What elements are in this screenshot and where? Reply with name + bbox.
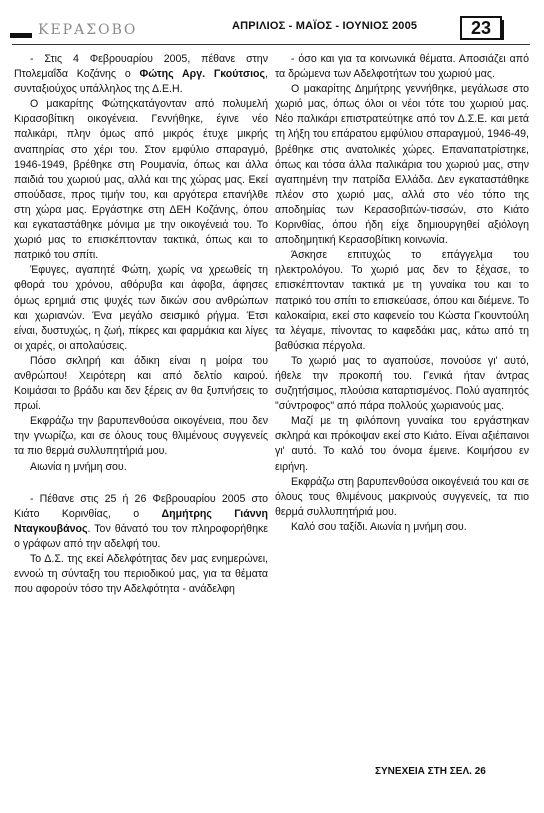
obituary-1-paragraph: Έφυγες, αγαπητέ Φώτη, χωρίς να χρεωθείς τη φθορά του χρόνου, αθόρυβα και άφοβα, άφησες όμως ερημιά στις ψυχές των δικών σου ανθρώπων και χωριανών. Ένα μεγάλο σεισμικό ρήγμα. Έτσι είναι, δυστυχώς, η ζωή, πίκρες και φαρμάκια και λίγες οι χαρές, οι απολαύσεις. — [14, 264, 268, 352]
right-column — [275, 52, 529, 535]
continued-note[interactable]: ΣΥΝΕΧΕΙΑ ΣΤΗ ΣΕΛ. 26 — [375, 766, 486, 777]
section-title: ΚΕΡΑΣΟΒΟ — [38, 22, 138, 38]
obituary-2-paragraph: Μαζί με τη φιλόπονη γυναίκα του εργάστηκαν σκληρά και πρόκοψαν εκεί στο Κιάτο. Είναι αξιέπαινοι γι' αυτό. Το καλό του όνομα έμεινε. Κοιμήσου εν ειρήνη. — [275, 415, 529, 473]
issue-date: ΑΠΡΙΛΙΟΣ - ΜΑΪΟΣ - ΙΟΥΝΙΟΣ 2005 — [232, 20, 418, 32]
obituary-2-paragraph: Το Δ.Σ. της εκεί Αδελφότητας δεν μας ενημερώνει, εννοώ τη σύνταξη του περιοδικού μας, για τα θέματα που αφορούν τόσο την Αδελφότητα - ανάδελφη — [14, 553, 268, 596]
left-column — [14, 52, 268, 597]
obituary-2-paragraph: Άσκησε επιτυχώς το επάγγελμα του ηλεκτρολόγου. Το χωριό μας δεν το ξέχασε, το επισκέπτονταν τακτικά με τη γυναίκα του και το πατρικό του σπίτι το επισκεύασε, όπου και διέμενε. Το καλοκαίρια, εκεί στο καφενείο του Κώστα Γκουντούλη τα λέγαμε, πίνοντας το καφεδάκι μας, κάτω από τη βαθύσκια πέργολα. — [275, 249, 529, 352]
obituary-2-paragraph: Εκφράζω στη βαρυπενθούσα οικογένειά του και σε όλους τους θλιμένους μακρινούς συγγενείς, τα πιο θερμά συλλυπητήριά μου. — [275, 475, 529, 518]
obituary-2-intro: - Πέθανε στις 25 ή 26 Φεβρουαρίου 2005 στο Κιάτο Κορινθίας, ο Δημήτρης Γιάννη Νταγκουβάνος. Τον θάνατό του τον πληροφορήθηκε ο γράφων από την αδελφή του. — [14, 492, 268, 550]
deceased-name-1: Φώτης Αργ. Γκούτσιος — [139, 68, 266, 81]
page-number-shadow — [500, 20, 504, 40]
obituary-1-paragraph: Εκφράζω την βαρυπενθούσα οικογένεια, που δεν την γνωρίζω, και σε όλους τους θλιμένους συγγενείς τα πιο θερμά συλλυπητήριά μου. — [14, 415, 268, 458]
obituary-2-paragraph: - όσο και για τα κοινωνικά θέματα. Αποσιάζει από τα δρώμενα των Αδελφοτήτων του χωριού μας. — [275, 53, 529, 81]
section-bar — [10, 33, 32, 38]
obituary-2-paragraph: Το χωριό μας το αγαπούσε, πονούσε γι' αυτό, ήθελε την προκοπή του. Γενικά ήταν άντρας συζητήσιμος, πλούσια καταρτισμένος. Πολύ αγαπητός "σύντροφος" από πάρα πολλούς χωριανούς μας. — [275, 354, 529, 413]
obituary-2-paragraph: Ο μακαρίτης Δημήτρης γεννήθηκε, μεγάλωσε στο χωριό μας, όπως όλοι οι νέοι τότε του χωριού μας. Νέο παλικάρι επιστρατεύτηκε από τον Δ.Σ.Ε. και μετά τη λήξη του επάρατου εμφύλιου σπαραγμού, 1946-49, βρέθηκε στις ανατολικές χώρες. Επαναπατρίστηκε, όπως και τόσα άλλα παλικάρια του χωριού μας, στην αγαπημένη την πατρίδα Ελλάδα. Δεν εγκαταστάθηκε πλέον στο χωριό μας, αλλά στο νέο τόπο της αποδημίας των Κερασοβιτών-τισσών, στο Κιάτο Κορινθίας, όπου ήδη είχε δημιουργηθεί αξιόλογη αποδημητική Κερασοβίτικη κοινωνία. — [275, 83, 529, 247]
page-header — [0, 0, 544, 42]
obituary-1-paragraph: Ο μακαρίτης Φώτηςκατάγονταν από πολυμελή Κιρασοβίτικη οικογένεια. Γεννήθηκε, έγινε νέο παλικάρι, πλην όμως από μικρός έτυχε μικρής αναπηρίας στο χέρι του. Στον εμφύλιο σπαραγμό, 1946-1949, βρέθηκε στη Ρουμανία, όπως και άλλα παιδιά του χωριού μας, αλλά και της χώρας μας. Εκεί σπούδασε, προς τιμήν του, και αργότερα επανήλθε στη χώρα μας. Εργάστηκε στη ΔΕΗ Κοζάνης, όπου και εγκαταστάθηκε μόνιμα με την οικογένειά του. Το χωριό μας το επισκέπτονταν τακτικά, όπως και το πατρικό του σπίτι. — [14, 98, 268, 262]
obituary-1-paragraph: Πόσο σκληρή και άδικη είναι η μοίρα του ανθρώπου! Χειρότερη και από δελτίο καιρού. Κοιμάσαι το βράδυ και δεν ξέρεις αν θα ξυπνήσεις το πρωί. — [14, 354, 268, 413]
obituary-1-intro: - Στις 4 Φεβρουαρίου 2005, πέθανε στην Πτολεμαΐδα Κοζάνης ο Φώτης Αργ. Γκούτσιος, συνταξιούχος υπάλληλος της Δ.Ε.Η. — [14, 53, 268, 96]
deceased-name-2: Δημήτρης Γιάννη Νταγκουβάνος — [14, 507, 268, 535]
page-number: 23 — [460, 16, 502, 40]
header-rule — [12, 44, 530, 45]
obituary-2-closing: Καλό σου ταξίδι. Αιωνία η μνήμη σου. — [291, 520, 467, 533]
obituary-1-closing: Αιωνία η μνήμη σου. — [30, 460, 127, 473]
